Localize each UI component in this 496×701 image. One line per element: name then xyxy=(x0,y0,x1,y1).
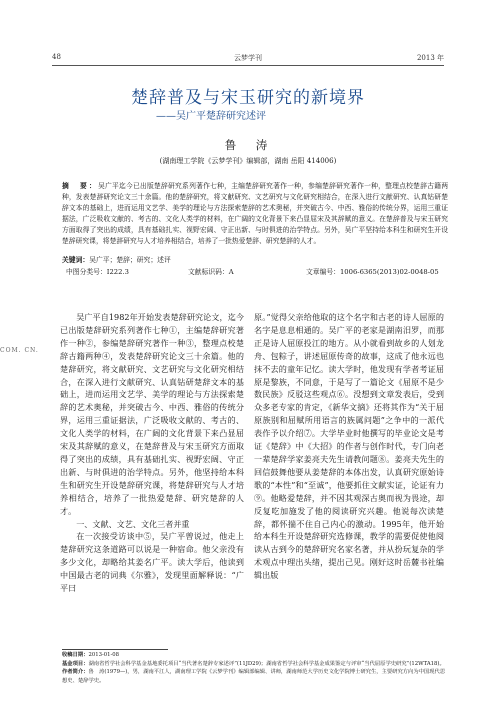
keywords-text: 吴广平；楚辞；研究；述评 xyxy=(89,256,171,264)
abstract-label: 摘 要： xyxy=(62,182,99,190)
received-date xyxy=(62,651,450,660)
issue-year: 2013 年 xyxy=(416,54,444,62)
received-value: 2013-01-08 xyxy=(88,652,120,658)
body-paragraph: 原。”觉得父亲给他取的这个名字和古老的诗人屈原的名字是息息相通的。吴广平的老家是湖南汨罗，而那正是诗人屈原投江的地方。从小就看到故乡的人划龙舟、包粽子，讲述屈原传奇的故事，这成了他永远也抹不去的童年记忆。读大学时，他发现有学者考证屈原是黎族，不同意，于是写了一篇论文《屈原不是少数民族》反驳这些观点⑥。没想到文章发表后，受到众多老专家的肯定，《新华文摘》还将其作为“关于屈原族别和屈赋所用语言的族属问题”之争中的一派代表作予以介绍⑦。大学毕业时他撰写的毕业论文是考证《楚辞》中《大招》的作者与创作时代，专门向老一辈楚辞学家姜亮夫先生请教问题⑧。姜亮夫先生的回信鼓舞他要从姜楚辞的本体出发，认真研究原始诗歌的“本性”和“至诚”，他要抓住文献实证，论证有力⑨。他略爱楚辞，并不因其观深古奥而视为畏途，却反复吃加施发了他的阅读研究兴趣。他说每次读楚辞，都怀揣不住自己内心的激动。1995年，他开始给本科生开设楚辞研究选修课，教学的需要促使他阅读从古到今的楚辞研究名家名著，并从扮玩复杂的学术观点中理出头绪，提出己见。刚好这时岳麓书社编辑出版 xyxy=(254,312,444,581)
document-code: 文献标识码：A xyxy=(188,268,234,276)
page-number: 48 xyxy=(52,53,61,61)
keywords-label: 关键词： xyxy=(62,256,90,264)
article-subtitle: ——吴广平楚辞研究述评 xyxy=(156,111,266,122)
fund-label: 基金项目： xyxy=(62,660,89,667)
fund-note xyxy=(62,660,450,669)
body-column-right xyxy=(254,311,444,582)
fund-value: 湖南省哲学社会科学基金基地委托项目“当代著名楚辞专家述评”(11JD29)；湖南省哲学社会科学基金成果鉴定与评审“当代屈原学史研究”(12WTA18)。 xyxy=(88,660,445,667)
keywords xyxy=(62,254,448,264)
abstract xyxy=(62,181,448,247)
author-affiliation: (湖南理工学院《云梦学刊》编辑部，湖南 岳阳 414006) xyxy=(159,157,337,165)
classification-number: 中图分类号：I222.3 xyxy=(66,268,129,276)
article-title: 楚辞普及与宋玉研究的新境界 xyxy=(131,88,365,108)
abstract-text: 吴广平迄今已出版楚辞研究系列著作七种，主编楚辞研究著作一种，参编楚辞研究著作一种，整理点校楚辞古籍两种，发表楚辞研究论文三十余篇。他的楚辞研究，将文献研究、文艺研究与文化研究相结合，在深入进行文献研究、认真钻研楚辞文本的基础上，进而运用文艺学、美学的理论与方法探索楚辞的艺术奥秘，并突破古今、中西、雅俗的传统分界，运用三重证据法，广泛吸收文献的、考古的、文化人类学的材料，在广阔的文化背景下来凸显屈宋及其辞赋的意义。在楚辞普及与宋玉研究方面取得了突出的成绩，具有基础扎实、视野宏阔、守正出新、与时俱进的治学特点。另外，吴广平坚持给本科生和研究生开设楚辞研究课，将楚辞研究与人才培养相结合，培养了一批热爱楚辞、研究楚辞的人才。 xyxy=(62,182,448,245)
journal-name: 云梦学刊 xyxy=(234,54,262,62)
margin-watermark-url: COM. CN. xyxy=(0,347,39,354)
author-bio-label: 作者简介： xyxy=(62,669,89,676)
section-heading: 一、文献、文艺、文化三者并重 xyxy=(76,518,190,529)
received-label: 收稿日期： xyxy=(62,652,89,658)
author-name: 鲁 涛 xyxy=(224,138,272,152)
footnotes xyxy=(62,651,450,685)
author-bio xyxy=(62,668,450,685)
author-bio-value: 鲁 涛(1979—)，男，湖南平江人，湖南理工学院《云梦学刊》编辑部编辑、讲师，湖南师范大学历史文化学院博士研究生，主要研究方向为中国现代思想史、楚辞学史。 xyxy=(62,669,446,684)
header-rule xyxy=(52,65,444,66)
footnote-rule xyxy=(62,649,168,650)
running-header xyxy=(52,53,444,65)
article-number: 文章编号：1006-6365(2013)02-0048-05 xyxy=(306,268,439,276)
body-paragraph: 在一次接受访谈中⑤，吴广平曾说过，他走上楚辞研究这条道路可以说是一种宿命。他父亲没有多少文化，却略给其姜名广平。读大学后，他读到中国最古老的词典《尔雅》，发现里面解释说：“广平曰 xyxy=(60,531,244,594)
body-column-left xyxy=(60,311,244,595)
body-paragraph: 吴广平自1982年开始发表楚辞研究论文，迄今已出版楚辞研究系列著作七种①，主编楚辞研究著作一种②，参编楚辞研究著作一种③，整理点校楚辞古籍两种④，发表楚辞研究论文三十余篇。他的楚辞研究，将文献研究、文艺研究与文化研究相结合，在深入进行文献研究、认真钻研楚辞文本的基础上，进而运用文艺学、美学的理论与方法探索楚辞的艺术奥秘，并突破古今、中西、雅俗的传统分界，运用三重证据法，广泛吸收文献的、考古的、文化人类学的材料，在广阔的文化背景下来凸显屈宋及其辞赋的意义，在楚辞普及与宋玉研究方面取得了突出的成绩，具有基础扎实、视野宏阔、守正出新、与时俱进的治学特点。另外，他坚持给本科生和研究生开设楚辞研究课，将楚辞研究与人才培养相结合，培养了一批热爱楚辞、研究楚辞的人才。 xyxy=(60,312,244,516)
classification-line xyxy=(62,266,448,276)
